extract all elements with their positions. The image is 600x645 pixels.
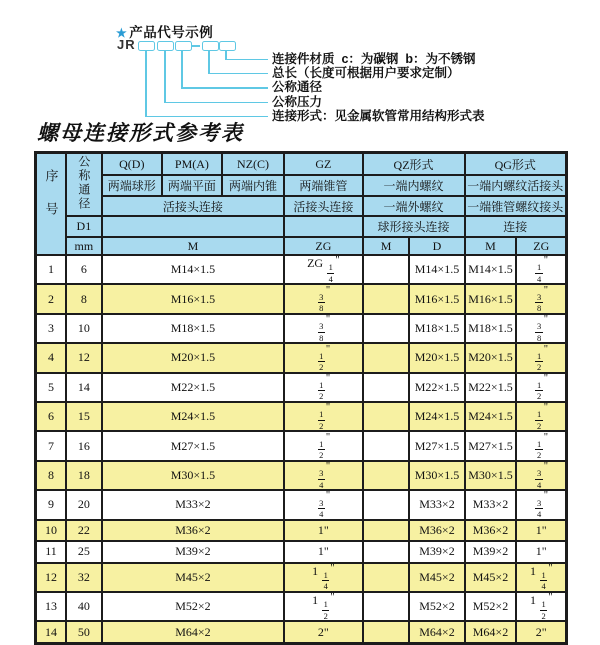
cell-m: M20×1.5: [102, 343, 284, 372]
cell-m: M18×1.5: [102, 314, 284, 343]
star-icon: ★: [116, 26, 128, 40]
code-prefix: JR: [117, 37, 136, 52]
header-d1: D1: [66, 216, 102, 237]
cell-dn: 25: [66, 541, 102, 563]
table-row: [36, 314, 567, 343]
cell-qg-zg: $\frac{1}{4}$ ": [516, 255, 566, 284]
connector-line: [225, 59, 268, 61]
cell-dn: 20: [66, 490, 102, 519]
code-label-material: 连接件材质 c：为碳钢 b：为不锈钢: [272, 52, 476, 66]
table-row: [36, 592, 567, 621]
header-endtype-qg: 一端内螺纹活接头: [465, 175, 567, 196]
cell-zg: 2": [284, 621, 362, 643]
cell-dn: 14: [66, 373, 102, 402]
cell-zg: 1": [284, 541, 362, 563]
cell-qg-m: M39×2: [465, 541, 517, 563]
cell-qg-zg: $\frac{3}{8}$ ": [516, 314, 566, 343]
cell-qz-d: M45×2: [409, 563, 464, 592]
table-row: [36, 621, 567, 643]
connector-line: [208, 51, 210, 74]
cell-m: M39×2: [102, 541, 284, 563]
cell-seq: 5: [36, 373, 67, 402]
cell-zg: $\frac{3}{8}$ ": [284, 284, 362, 313]
nut-connection-reference-table: [34, 151, 568, 645]
cell-qg-m: M20×1.5: [465, 343, 517, 372]
cell-zg: $\frac{1}{2}$ ": [284, 402, 362, 431]
cell-qz-m: [363, 490, 410, 519]
connector-line: [145, 51, 147, 117]
cell-qz-m: [363, 314, 410, 343]
cell-qz-m: [363, 621, 410, 643]
header-m-left: M: [102, 237, 284, 255]
cell-qz-m: [363, 255, 410, 284]
cell-qg-m: M36×2: [465, 520, 517, 542]
connector-line: [208, 73, 268, 75]
header-group-gz: GZ: [284, 153, 362, 176]
cell-qg-m: M18×1.5: [465, 314, 517, 343]
cell-seq: 1: [36, 255, 67, 284]
cell-dn: 16: [66, 431, 102, 460]
cell-zg: ZG $\frac{1}{4}$ ": [284, 255, 362, 284]
header-endtype-qz: 一端内螺纹: [363, 175, 465, 196]
table-row: [36, 431, 567, 460]
cell-dn: 15: [66, 402, 102, 431]
cell-qz-m: [363, 343, 410, 372]
cell-seq: 13: [36, 592, 67, 621]
code-label-pressure: 公称压力: [272, 95, 323, 109]
cell-qg-zg: $\frac{3}{4}$ ": [516, 490, 566, 519]
code-box-1: [138, 41, 155, 51]
cell-seq: 10: [36, 520, 67, 542]
code-box-3: [175, 41, 192, 51]
cell-qg-m: M27×1.5: [465, 431, 517, 460]
cell-qz-m: [363, 373, 410, 402]
code-label-diameter: 公称通径: [272, 80, 323, 94]
table-row: [36, 255, 567, 284]
cell-seq: 12: [36, 563, 67, 592]
cell-m: M30×1.5: [102, 461, 284, 490]
cell-qg-zg: $\frac{1}{2}$ ": [516, 402, 566, 431]
cell-dn: 22: [66, 520, 102, 542]
cell-zg: $\frac{3}{8}$ ": [284, 314, 362, 343]
header-d-qz: D: [409, 237, 464, 255]
cell-seq: 3: [36, 314, 67, 343]
header-dn-label: 公称通径: [76, 154, 91, 211]
cell-zg: $\frac{1}{2}$ ": [284, 343, 362, 372]
code-label-length: 总长（长度可根据用户要求定制）: [272, 66, 460, 80]
header-group-qd: Q(D): [102, 153, 162, 176]
cell-dn: 18: [66, 461, 102, 490]
cell-m: M36×2: [102, 520, 284, 542]
cell-qg-m: M24×1.5: [465, 402, 517, 431]
cell-qg-zg: 1 $\frac{1}{4}$ ": [516, 563, 566, 592]
cell-qz-m: [363, 431, 410, 460]
cell-qg-m: M16×1.5: [465, 284, 517, 313]
cell-qz-d: M14×1.5: [409, 255, 464, 284]
header-endtype-gz: 两端锥管: [284, 175, 362, 196]
cell-qg-zg: $\frac{1}{2}$ ": [516, 431, 566, 460]
table-body: [36, 255, 567, 643]
code-dash: [192, 45, 200, 47]
cell-dn: 32: [66, 563, 102, 592]
table-title: 螺母连接形式参考表: [37, 121, 244, 145]
cell-zg: $\frac{3}{4}$ ": [284, 490, 362, 519]
header-blank-left: [102, 216, 284, 237]
table-row: [36, 284, 567, 313]
header-conn-qz: 一端外螺纹: [363, 196, 465, 216]
code-box-4: [202, 41, 219, 51]
cell-dn: 50: [66, 621, 102, 643]
code-box-2: [157, 41, 174, 51]
cell-qz-d: M24×1.5: [409, 402, 464, 431]
header-zg-qg: ZG: [516, 237, 566, 255]
cell-qz-d: M30×1.5: [409, 461, 464, 490]
connector-line: [164, 51, 166, 103]
cell-dn: 6: [66, 255, 102, 284]
cell-m: M64×2: [102, 621, 284, 643]
header-dn: [66, 153, 102, 217]
cell-qz-m: [363, 461, 410, 490]
cell-qg-zg: $\frac{3}{8}$ ": [516, 284, 566, 313]
header-m-qz: M: [363, 237, 410, 255]
header-group-nz: NZ(C): [222, 153, 284, 176]
code-box-5: [219, 41, 236, 51]
header-endtype-qd: 两端球形: [102, 175, 162, 196]
cell-qz-m: [363, 284, 410, 313]
connector-line: [164, 102, 268, 104]
cell-qg-zg: 1 $\frac{1}{2}$ ": [516, 592, 566, 621]
header-blank-gz: [284, 216, 362, 237]
cell-qz-d: M16×1.5: [409, 284, 464, 313]
header-ballconn-qz: 球形接头连接: [363, 216, 465, 237]
cell-dn: 8: [66, 284, 102, 313]
cell-qg-m: M52×2: [465, 592, 517, 621]
diagram-title-text: 产品代号示例: [129, 25, 214, 40]
cell-qg-m: M30×1.5: [465, 461, 517, 490]
cell-qg-m: M14×1.5: [465, 255, 517, 284]
cell-seq: 6: [36, 402, 67, 431]
cell-qg-m: M45×2: [465, 563, 517, 592]
cell-qz-d: M22×1.5: [409, 373, 464, 402]
header-conn-left: 活接头连接: [102, 196, 284, 216]
header-group-pm: PM(A): [162, 153, 222, 176]
cell-qz-m: [363, 520, 410, 542]
table-row: [36, 402, 567, 431]
cell-m: M14×1.5: [102, 255, 284, 284]
cell-seq: 14: [36, 621, 67, 643]
cell-m: M27×1.5: [102, 431, 284, 460]
cell-qg-zg: 2": [516, 621, 566, 643]
cell-zg: $\frac{1}{2}$ ": [284, 373, 362, 402]
table-row: [36, 373, 567, 402]
header-zg-gz: ZG: [284, 237, 362, 255]
cell-qz-d: M20×1.5: [409, 343, 464, 372]
header-seq-label: 序号: [43, 169, 59, 235]
connector-line: [181, 51, 183, 88]
cell-seq: 8: [36, 461, 67, 490]
header-mm: mm: [66, 237, 102, 255]
cell-qg-zg: $\frac{3}{4}$ ": [516, 461, 566, 490]
header-conn-gz: 活接头连接: [284, 196, 362, 216]
table-row: [36, 490, 567, 519]
cell-qz-d: M18×1.5: [409, 314, 464, 343]
cell-qz-d: M39×2: [409, 541, 464, 563]
cell-qz-d: M52×2: [409, 592, 464, 621]
cell-qg-m: M22×1.5: [465, 373, 517, 402]
cell-qg-zg: 1": [516, 520, 566, 542]
cell-qz-m: [363, 541, 410, 563]
cell-qg-zg: 1": [516, 541, 566, 563]
cell-qg-zg: $\frac{1}{2}$ ": [516, 343, 566, 372]
header-endtype-pm: 两端平面: [162, 175, 222, 196]
cell-qz-d: M33×2: [409, 490, 464, 519]
header-m-qg: M: [465, 237, 517, 255]
cell-qz-d: M27×1.5: [409, 431, 464, 460]
cell-qz-m: [363, 402, 410, 431]
cell-seq: 7: [36, 431, 67, 460]
cell-zg: 1": [284, 520, 362, 542]
header-seq: [36, 153, 67, 256]
header-conn-qg: 一端锥管螺纹接头: [465, 196, 567, 216]
table-row: [36, 343, 567, 372]
cell-m: M24×1.5: [102, 402, 284, 431]
cell-qz-d: M64×2: [409, 621, 464, 643]
cell-zg: 1 $\frac{1}{2}$ ": [284, 592, 362, 621]
cell-dn: 40: [66, 592, 102, 621]
header-endtype-nz: 两端内锥: [222, 175, 284, 196]
cell-zg: $\frac{3}{4}$ ": [284, 461, 362, 490]
cell-seq: 9: [36, 490, 67, 519]
header-conn2-qg: 连接: [465, 216, 567, 237]
cell-dn: 12: [66, 343, 102, 372]
cell-seq: 4: [36, 343, 67, 372]
cell-seq: 2: [36, 284, 67, 313]
cell-zg: 1 $\frac{1}{4}$ ": [284, 563, 362, 592]
cell-dn: 10: [66, 314, 102, 343]
table-row: [36, 461, 567, 490]
cell-m: M33×2: [102, 490, 284, 519]
table-row: [36, 541, 567, 563]
cell-m: M45×2: [102, 563, 284, 592]
cell-m: M22×1.5: [102, 373, 284, 402]
cell-m: M52×2: [102, 592, 284, 621]
cell-qg-m: M64×2: [465, 621, 517, 643]
connector-line: [181, 87, 268, 89]
header-group-qz: QZ形式: [363, 153, 465, 176]
code-label-connection: 连接形式：见金属软管常用结构形式表: [272, 109, 485, 123]
cell-qz-d: M36×2: [409, 520, 464, 542]
cell-qz-m: [363, 592, 410, 621]
cell-qg-zg: $\frac{1}{2}$ ": [516, 373, 566, 402]
cell-seq: 11: [36, 541, 67, 563]
cell-qg-m: M33×2: [465, 490, 517, 519]
table-row: [36, 520, 567, 542]
header-group-qg: QG形式: [465, 153, 567, 176]
cell-m: M16×1.5: [102, 284, 284, 313]
cell-zg: $\frac{1}{2}$ ": [284, 431, 362, 460]
